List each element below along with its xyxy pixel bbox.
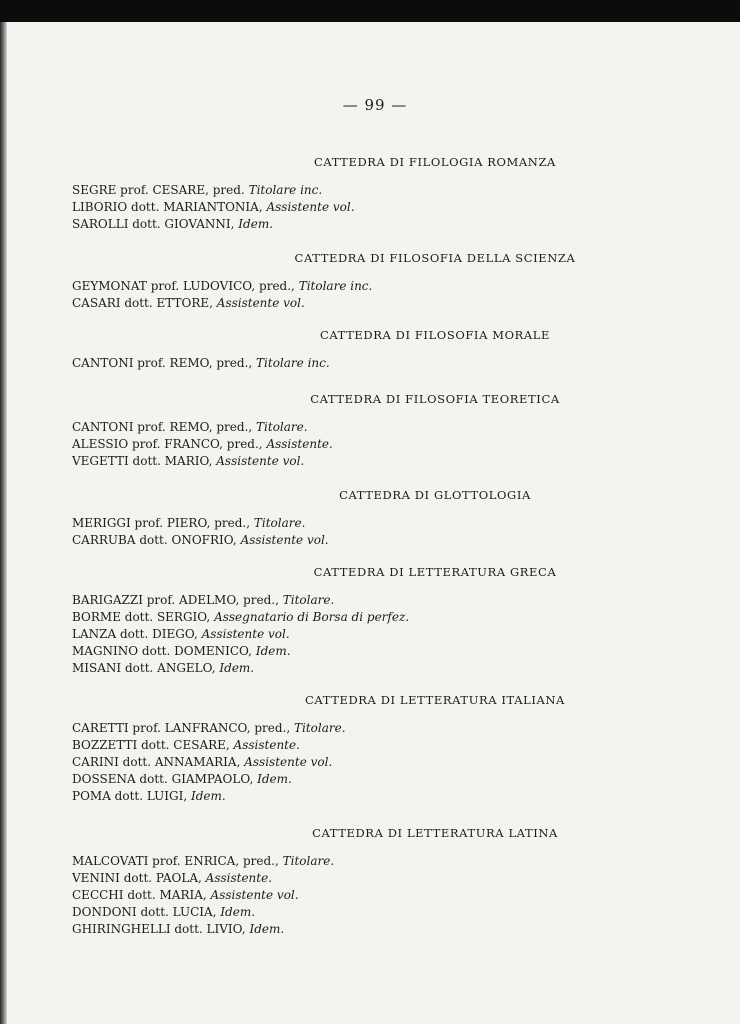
staff-name: DONDONI dott. LUCIA, xyxy=(72,905,217,919)
staff-role: Idem. xyxy=(220,905,256,919)
staff-role: Assistente. xyxy=(233,738,300,752)
staff-name: DOSSENA dott. GIAMPAOLO, xyxy=(72,772,254,786)
staff-name: GHIRINGHELLI dott. LIVIO, xyxy=(72,922,246,936)
scan-top-border xyxy=(0,0,740,22)
section-title: CATTEDRA DI FILOSOFIA DELLA SCIENZA xyxy=(294,251,576,265)
staff-name: LANZA dott. DIEGO, xyxy=(72,627,198,641)
staff-role: Assistente. xyxy=(205,871,273,885)
staff-role: Assistente vol. xyxy=(244,755,333,769)
staff-role: Assistente vol. xyxy=(201,627,290,641)
staff-name: CARINI dott. ANNAMARIA, xyxy=(72,755,241,769)
section xyxy=(0,155,740,233)
section xyxy=(0,565,740,677)
staff-name: MERIGGI prof. PIERO, pred., xyxy=(72,516,251,530)
staff-name: VEGETTI dott. MARIO, xyxy=(72,454,213,468)
staff-role: Assistente vol. xyxy=(210,888,299,902)
staff-entry xyxy=(72,355,740,372)
staff-role: Titolare inc. xyxy=(248,183,323,197)
staff-entry xyxy=(72,887,740,904)
staff-name: SEGRE prof. CESARE, pred. xyxy=(72,183,245,197)
staff-role: Idem. xyxy=(191,789,226,803)
staff-role: Titolare. xyxy=(293,721,346,735)
staff-role: Assistente vol. xyxy=(240,533,329,547)
staff-role: Assistente vol. xyxy=(216,454,305,468)
staff-role: Assistente vol. xyxy=(216,296,305,310)
section-title: CATTEDRA DI FILOLOGIA ROMANZA xyxy=(314,155,556,169)
staff-entry xyxy=(72,870,740,887)
staff-entry xyxy=(72,515,740,532)
section-title: CATTEDRA DI GLOTTOLOGIA xyxy=(339,488,531,502)
section xyxy=(0,328,740,372)
staff-role: Titolare inc. xyxy=(256,356,330,370)
staff-name: POMA dott. LUIGI, xyxy=(72,789,188,803)
staff-name: CARRUBA dott. ONOFRIO, xyxy=(72,533,237,547)
staff-role: Idem. xyxy=(255,644,291,658)
staff-entry xyxy=(72,921,740,938)
section-title: CATTEDRA DI LETTERATURA GRECA xyxy=(313,565,557,579)
staff-name: SAROLLI dott. GIOVANNI, xyxy=(72,217,235,231)
section xyxy=(0,251,740,312)
staff-name: BOZZETTI dott. CESARE, xyxy=(72,738,230,752)
staff-entry xyxy=(72,182,740,199)
staff-role: Idem. xyxy=(219,661,255,675)
staff-entry xyxy=(72,788,740,805)
staff-role: Assistente. xyxy=(266,437,333,451)
staff-entry xyxy=(72,216,740,233)
staff-role: Titolare. xyxy=(253,516,306,530)
staff-role: Titolare. xyxy=(256,420,308,434)
staff-role: Titolare. xyxy=(282,854,335,868)
section xyxy=(0,693,740,805)
staff-role: Assegnatario di Borsa di perfez. xyxy=(214,610,410,624)
staff-entry xyxy=(72,419,740,436)
staff-name: ALESSIO prof. FRANCO, pred., xyxy=(72,437,263,451)
staff-name: VENINI dott. PAOLA, xyxy=(72,871,202,885)
staff-entry xyxy=(72,771,740,788)
staff-role: Idem. xyxy=(249,922,285,936)
section xyxy=(0,488,740,549)
staff-entry xyxy=(72,904,740,921)
staff-name: BARIGAZZI prof. ADELMO, pred., xyxy=(72,593,279,607)
staff-entry xyxy=(72,643,740,660)
section-title: CATTEDRA DI FILOSOFIA TEORETICA xyxy=(310,392,560,406)
staff-name: MAGNINO dott. DOMENICO, xyxy=(72,644,252,658)
staff-entry xyxy=(72,609,740,626)
section-title: CATTEDRA DI LETTERATURA ITALIANA xyxy=(305,693,565,707)
page-number: — 99 — xyxy=(342,96,408,114)
staff-entry xyxy=(72,737,740,754)
staff-name: CANTONI prof. REMO, pred., xyxy=(72,420,253,434)
staff-role: Titolare. xyxy=(282,593,335,607)
staff-name: CANTONI prof. REMO, pred., xyxy=(72,356,253,370)
staff-name: MALCOVATI prof. ENRICA, pred., xyxy=(72,854,279,868)
staff-name: CARETTI prof. LANFRANCO, pred., xyxy=(72,721,291,735)
staff-name: BORME dott. SERGIO, xyxy=(72,610,211,624)
staff-role: Titolare inc. xyxy=(298,279,373,293)
staff-name: CASARI dott. ETTORE, xyxy=(72,296,213,310)
staff-name: CECCHI dott. MARIA, xyxy=(72,888,207,902)
staff-entry xyxy=(72,436,740,453)
staff-role: Idem. xyxy=(238,217,274,231)
staff-name: MISANI dott. ANGELO, xyxy=(72,661,216,675)
staff-entry xyxy=(72,660,740,677)
section xyxy=(0,826,740,938)
staff-role: Assistente vol. xyxy=(266,200,355,214)
staff-entry xyxy=(72,853,740,870)
staff-entry xyxy=(72,453,740,470)
staff-entry xyxy=(72,199,740,216)
section-title: CATTEDRA DI FILOSOFIA MORALE xyxy=(319,328,551,342)
staff-role: Idem. xyxy=(257,772,292,786)
staff-entry xyxy=(72,754,740,771)
staff-entry xyxy=(72,626,740,643)
section xyxy=(0,392,740,470)
staff-entry xyxy=(72,532,740,549)
staff-entry xyxy=(72,295,740,312)
staff-entry xyxy=(72,592,740,609)
staff-entry xyxy=(72,278,740,295)
section-title: CATTEDRA DI LETTERATURA LATINA xyxy=(312,826,558,840)
staff-name: GEYMONAT prof. LUDOVICO, pred., xyxy=(72,279,295,293)
staff-name: LIBORIO dott. MARIANTONIA, xyxy=(72,200,263,214)
staff-entry xyxy=(72,720,740,737)
